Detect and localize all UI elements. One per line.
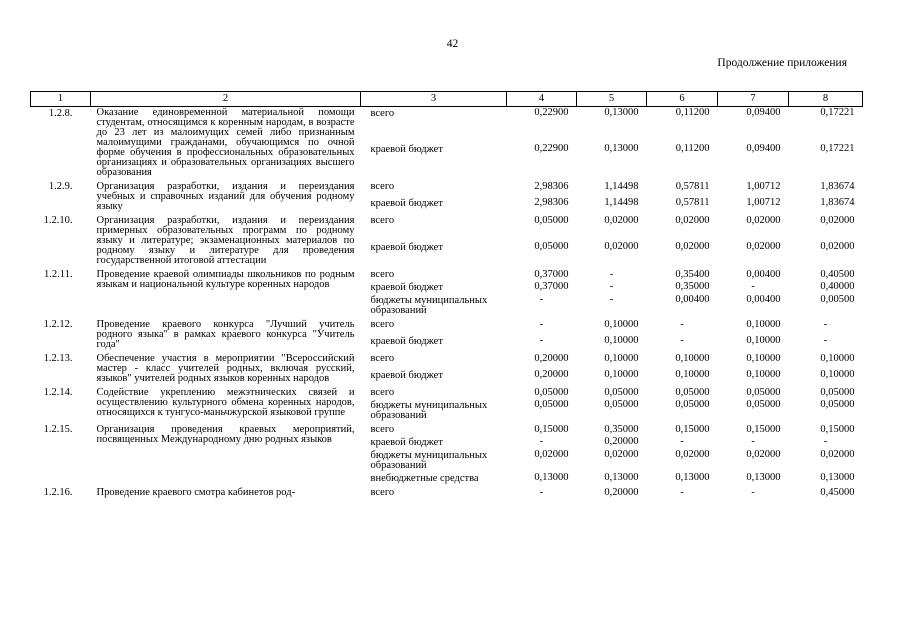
funding-source: всего: [370, 215, 395, 226]
item-description: Проведение краевого смотра кабинетов род-: [96, 487, 296, 498]
value-cell: 0,02000: [604, 449, 639, 460]
funding-source: всего: [370, 269, 395, 280]
table-row: [31, 351, 863, 369]
item-number: 1.2.16.: [43, 487, 73, 498]
value-cell: -: [539, 294, 544, 305]
value-cell: 0,02000: [820, 449, 855, 460]
funding-source: бюджеты муниципальных образований: [370, 450, 488, 471]
item-description: Обеспечение участия в мероприятии "Всероссийский мастер - класс учителей родных, включая русский, языков" учителей родных языков коренных народов: [96, 353, 355, 384]
value-cell: 1,00712: [746, 181, 781, 192]
value-cell: 0,35000: [604, 424, 639, 435]
value-cell: 0,10000: [820, 368, 855, 380]
value-cell: -: [539, 487, 544, 498]
value-cell: -: [751, 487, 755, 498]
value-cell: 0,05000: [534, 241, 569, 252]
item-number: 1.2.8.: [48, 108, 73, 119]
table-body: [31, 107, 863, 500]
value-cell: 0,02000: [675, 449, 710, 460]
value-cell: 0,37000: [534, 269, 569, 280]
value-cell: 0,05000: [820, 387, 855, 398]
value-cell: 0,00500: [820, 294, 855, 305]
value-cell: 0,35000: [675, 281, 710, 292]
value-cell: 0,35400: [675, 269, 710, 280]
appendix-table: [30, 91, 863, 499]
value-cell: 0,13000: [534, 472, 569, 483]
item-description: Проведение краевого конкурса "Лучший учитель родного языка" в рамках краевого конкурса "Учитель года": [96, 319, 355, 350]
value-cell: 0,05000: [604, 399, 639, 410]
value-cell: -: [680, 487, 684, 498]
table-row: [31, 385, 863, 399]
value-cell: 0,57811: [675, 196, 710, 208]
value-cell: 0,10000: [604, 368, 639, 380]
value-cell: 0,10000: [675, 353, 710, 364]
item-number: 1.2.14.: [43, 387, 73, 398]
value-cell: 0,15000: [534, 424, 569, 435]
value-cell: 0,10000: [820, 353, 855, 364]
value-cell: 0,00400: [675, 294, 710, 305]
value-cell: 1,00712: [746, 196, 781, 208]
value-cell: 0,02000: [746, 215, 781, 226]
item-description: Содействие укреплению межэтнических связей и осуществлению культурного обмена коренных народов, относящихся к тунгусо-маньчжурской языковой группе: [96, 387, 355, 418]
value-cell: 0,02000: [746, 449, 781, 460]
column-header-8: 8: [789, 92, 863, 107]
value-cell: 0,13000: [746, 472, 781, 483]
item-description: Оказание единовременной материальной помощи студентам, относящимся к коренным народам, в возрасте до 23 лет из малоимущих семей либо признанным малоимущими гражданами, обучающимся по очной форме обучения в профессиональных образовательных организациях и образовательных организациях высшего образования: [96, 107, 355, 178]
value-cell: 0,05000: [604, 387, 639, 398]
value-cell: -: [680, 334, 684, 346]
funding-source: всего: [370, 487, 395, 498]
funding-source: всего: [370, 353, 395, 364]
value-cell: -: [823, 436, 828, 447]
item-number: 1.2.11.: [44, 269, 73, 280]
item-number: 1.2.9.: [48, 181, 73, 192]
column-header-2: 2: [91, 92, 361, 107]
value-cell: 0,10000: [746, 368, 781, 380]
value-cell: -: [609, 281, 614, 292]
value-cell: 0,20000: [604, 487, 639, 498]
value-cell: 2,98306: [534, 181, 569, 192]
value-cell: 0,17221: [820, 107, 855, 118]
column-header-5: 5: [577, 92, 647, 107]
funding-source: краевой бюджет: [370, 282, 443, 293]
value-cell: 1,83674: [820, 196, 855, 208]
value-cell: 0,10000: [604, 319, 639, 330]
header-row: [31, 92, 863, 107]
item-description: Проведение краевой олимпиады школьников по родным языкам и национальной культуре коренных народов: [96, 269, 355, 290]
value-cell: 0,10000: [604, 334, 639, 346]
value-cell: 0,13000: [604, 143, 639, 155]
item-description: Организация проведения краевых мероприятий, посвященных Международному дню родных языков: [96, 424, 355, 445]
item-description: Организация разработки, издания и переиздания примерных образовательных программ по родному языку и литературе; экзаменационных материалов по родному языку и литературе для проведения государственной итоговой аттестации: [96, 215, 355, 266]
value-cell: 0,13000: [604, 472, 639, 483]
value-cell: 0,10000: [746, 353, 781, 364]
value-cell: -: [751, 436, 755, 447]
value-cell: -: [751, 281, 755, 292]
value-cell: 0,05000: [675, 387, 710, 398]
value-cell: 0,10000: [746, 319, 781, 330]
value-cell: 0,57811: [675, 181, 710, 192]
column-header-4: 4: [507, 92, 577, 107]
table-row: [31, 267, 863, 281]
table-row: [31, 485, 863, 499]
value-cell: 0,00400: [746, 294, 781, 305]
column-header-7: 7: [718, 92, 789, 107]
funding-source: краевой бюджет: [370, 197, 443, 209]
value-cell: 0,05000: [534, 387, 569, 398]
value-cell: 0,05000: [746, 387, 781, 398]
value-cell: 0,15000: [675, 424, 710, 435]
table-row: [31, 213, 863, 241]
value-cell: -: [680, 319, 684, 330]
value-cell: 0,45000: [820, 487, 855, 498]
value-cell: 0,17221: [820, 143, 855, 155]
column-header-1: 1: [31, 92, 91, 107]
value-cell: 0,02000: [820, 241, 855, 252]
item-number: 1.2.15.: [43, 424, 73, 435]
value-cell: 0,13000: [604, 107, 639, 118]
value-cell: 0,11200: [675, 107, 710, 118]
value-cell: 0,02000: [675, 215, 710, 226]
value-cell: 0,40000: [820, 281, 855, 292]
value-cell: 0,02000: [534, 449, 569, 460]
item-number: 1.2.13.: [43, 353, 73, 364]
value-cell: -: [609, 269, 614, 280]
value-cell: 0,15000: [820, 424, 855, 435]
funding-source: всего: [370, 108, 395, 119]
value-cell: 0,02000: [604, 241, 639, 252]
value-cell: 0,40500: [820, 269, 855, 280]
table-row: [31, 179, 863, 197]
value-cell: 0,15000: [746, 424, 781, 435]
funding-source: всего: [370, 319, 395, 330]
table-row: [31, 422, 863, 436]
funding-source: всего: [370, 181, 395, 192]
value-cell: 0,00400: [746, 269, 781, 280]
value-cell: -: [680, 436, 684, 447]
funding-source: краевой бюджет: [370, 369, 443, 381]
value-cell: 0,05000: [820, 399, 855, 410]
value-cell: -: [609, 294, 614, 305]
value-cell: 0,02000: [746, 241, 781, 252]
page-number: 42: [446, 38, 459, 50]
value-cell: 0,20000: [604, 436, 639, 447]
value-cell: 0,37000: [534, 281, 569, 292]
table-row: [31, 107, 863, 144]
value-cell: 0,11200: [675, 143, 710, 155]
value-cell: 0,20000: [534, 353, 569, 364]
item-description: Организация разработки, издания и переиздания учебных и справочных изданий для обучения родному языку: [96, 181, 355, 212]
item-number: 1.2.10.: [43, 215, 73, 226]
item-number: 1.2.12.: [43, 319, 73, 330]
table-row: [31, 317, 863, 335]
value-cell: 0,05000: [534, 215, 569, 226]
funding-source: внебюджетные средства: [370, 473, 479, 484]
value-cell: 0,13000: [820, 472, 855, 483]
column-header-3: 3: [361, 92, 507, 107]
value-cell: 0,05000: [746, 399, 781, 410]
funding-source: краевой бюджет: [370, 335, 443, 347]
value-cell: 2,98306: [534, 196, 569, 208]
value-cell: 0,05000: [675, 399, 710, 410]
value-cell: 0,10000: [746, 334, 781, 346]
funding-source: краевой бюджет: [370, 144, 443, 156]
value-cell: -: [539, 334, 544, 346]
value-cell: 0,02000: [604, 215, 639, 226]
value-cell: -: [823, 319, 828, 330]
value-cell: -: [539, 436, 544, 447]
value-cell: 0,13000: [675, 472, 710, 483]
value-cell: -: [823, 334, 828, 346]
funding-source: всего: [370, 424, 395, 435]
value-cell: 0,09400: [746, 143, 781, 155]
value-cell: -: [539, 319, 544, 330]
value-cell: 0,02000: [675, 241, 710, 252]
funding-source: бюджеты муниципальных образований: [370, 400, 488, 421]
funding-source: краевой бюджет: [370, 437, 443, 448]
value-cell: 0,22900: [534, 107, 569, 118]
value-cell: 0,10000: [604, 353, 639, 364]
funding-source: всего: [370, 387, 395, 398]
funding-source: краевой бюджет: [370, 242, 443, 253]
value-cell: 0,02000: [820, 215, 855, 226]
value-cell: 1,14498: [604, 181, 639, 192]
column-header-6: 6: [647, 92, 718, 107]
continuation-caption: Продолжение приложения: [717, 57, 847, 69]
funding-source: бюджеты муниципальных образований: [370, 295, 488, 316]
value-cell: 0,22900: [534, 143, 569, 155]
value-cell: 0,20000: [534, 368, 569, 380]
value-cell: 0,09400: [746, 107, 781, 118]
value-cell: 1,14498: [604, 196, 639, 208]
value-cell: 0,10000: [675, 368, 710, 380]
value-cell: 0,05000: [534, 399, 569, 410]
value-cell: 1,83674: [820, 181, 855, 192]
